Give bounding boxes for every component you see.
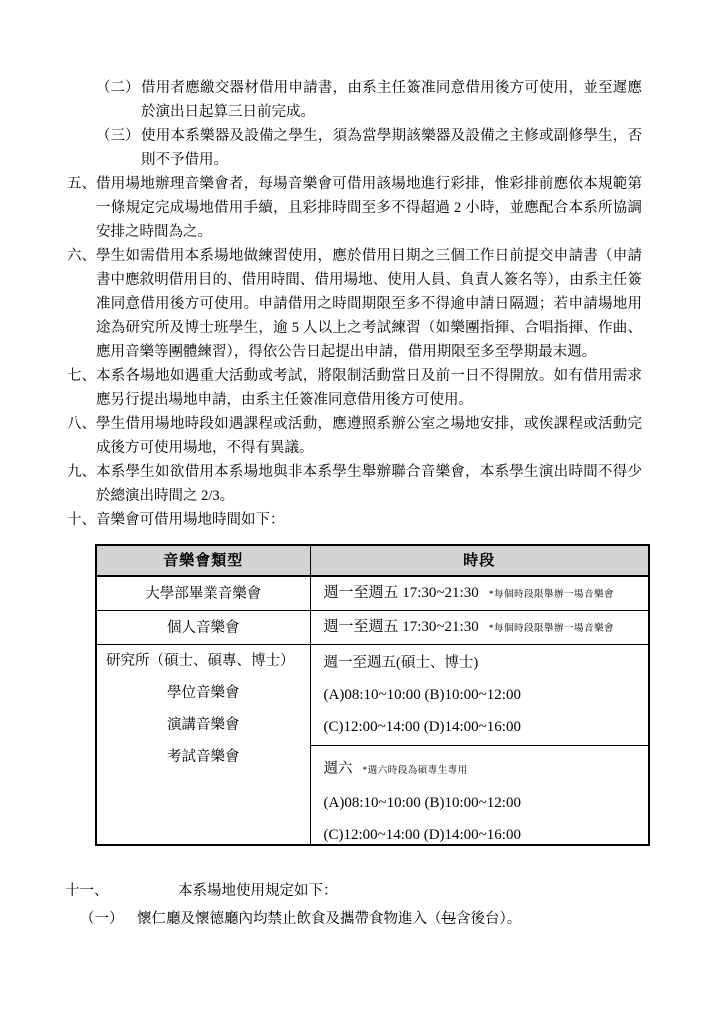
- subitem-text: 使用本系樂器及設備之學生，須為當學期該樂器及設備之主修或副修學生，否則不予借用。: [141, 128, 642, 168]
- item-text: 音樂會可借用場地時間如下：: [96, 512, 285, 528]
- struck-text: 包: [441, 911, 456, 927]
- item-marker: 八、: [67, 416, 96, 432]
- table-header-row: [96, 545, 649, 576]
- saturday-label: 週六: [323, 761, 353, 777]
- list-item-11: [65, 879, 724, 903]
- item-text: 本系各場地如遇重大活動或考試，將限制活動當日及前一日不得開放。如有借用需求應另行提出場地申請，由系主任簽准同意借用後方可使用。: [96, 368, 642, 408]
- subitem-marker: （二）: [96, 80, 140, 96]
- list-item-10: [67, 508, 724, 532]
- weekday-label: 週一至週五(碩士、博士): [323, 655, 479, 671]
- saturday-schedule: [311, 746, 649, 844]
- weekday-slots-cd: (C)12:00~14:00 (D)14:00~16:00: [323, 719, 521, 735]
- graduate-type-cell: [96, 645, 310, 846]
- saturday-note: *週六時段為碩專生專用: [362, 766, 468, 776]
- table-row: [96, 611, 649, 645]
- item-text: 本系場地使用規定如下：: [178, 883, 338, 899]
- item-marker: 十、: [67, 512, 96, 528]
- grad-type-line: 演講音樂會: [167, 717, 240, 733]
- venue-schedule-table: [95, 544, 650, 846]
- slot-note: *每個時段限舉辦一場音樂會: [488, 589, 614, 600]
- header-cell-concert-type: 音樂會類型: [96, 545, 310, 576]
- item-text: 學生借用場地時段如遇課程或活動，應遵照系辦公室之場地安排，或俟課程或活動完成後方可使用場地，不得有異議。: [96, 416, 642, 456]
- item-marker: 六、: [67, 248, 96, 264]
- list-subitem-2: [96, 76, 724, 124]
- time-range: 週一至週五 17:30~21:30: [323, 618, 479, 635]
- item-text: 學生如需借用本系場地做練習使用，應於借用日期之三個工作日前提交申請書（申請書中應敘明借用目的、借用時間、借用場地、使用人員、負責人簽名等），由系主任簽准同意借用後方可使用。申請借用之時間期限至多不得逾申請日隔週；若申請場地用途為研究所及博士班學生，逾 5 人以上之考試練習（如樂團指揮、合唱指揮、作曲、應用音樂等團體練習），得依公告日起提出申請，借用期限至多至學期最末週。: [96, 248, 642, 360]
- item-text: 本系學生如欲借用本系場地與非本系學生舉辦聯合音樂會，本系學生演出時間不得少於總演出時間之 2/3。: [96, 464, 642, 504]
- grad-type-line: 考試音樂會: [167, 749, 240, 765]
- list-item-8: [67, 412, 724, 460]
- time-range: 週一至週五 17:30~21:30: [323, 584, 479, 601]
- subitem-marker: （一）: [80, 911, 124, 927]
- item-text: 借用場地辦理音樂會者，每場音樂會可借用該場地進行彩排，惟彩排前應依本規範第一條規定完成場地借用手續，且彩排時間至多不得超過 2 小時，並應配合本系所協調安排之時間為之。: [96, 176, 642, 240]
- header-cell-time-slot: 時段: [310, 545, 649, 576]
- subitem-text: [137, 907, 521, 931]
- item-marker: 五、: [67, 176, 96, 192]
- item-marker: 九、: [67, 464, 96, 480]
- list-subitem-3: [96, 124, 724, 172]
- subitem-marker: （三）: [96, 128, 140, 144]
- list-item-7: [67, 364, 724, 412]
- list-item-5: [67, 172, 724, 244]
- grad-type-line: 研究所（碩士、碩專、博士）: [106, 653, 295, 669]
- table-row: [96, 576, 649, 611]
- subitem-text: 借用者應繳交器材借用申請書，由系主任簽准同意借用後方可使用，並至遲應於演出日起算三日前完成。: [141, 80, 642, 120]
- table-row-graduate: [96, 645, 649, 846]
- time-slot-cell: [310, 576, 649, 611]
- concert-type-cell: 個人音樂會: [96, 611, 310, 645]
- saturday-label-line: [324, 753, 649, 787]
- list-item-9: [67, 460, 724, 508]
- graduate-schedule-cell: [310, 645, 649, 846]
- weekday-schedule: [311, 645, 649, 746]
- item-marker: 七、: [67, 368, 96, 384]
- slot-note: *每個時段限舉辦一場音樂會: [488, 623, 614, 634]
- text-after-strike: 含後台）。: [456, 911, 522, 927]
- item-marker: 十一、: [65, 883, 109, 899]
- weekday-slots-ab: (A)08:10~10:00 (B)10:00~12:00: [323, 687, 521, 703]
- saturday-slots-cd: (C)12:00~14:00 (D)14:00~16:00: [323, 827, 521, 843]
- list-item-6: [67, 244, 724, 364]
- time-slot-cell: [310, 611, 649, 645]
- concert-type-cell: 大學部畢業音樂會: [96, 576, 310, 611]
- saturday-slots-ab: (A)08:10~10:00 (B)10:00~12:00: [323, 795, 521, 811]
- list-subitem-11-1: [80, 907, 724, 931]
- grad-type-line: 學位音樂會: [167, 685, 240, 701]
- text-before-strike: 懷仁廳及懷德廳內均禁止飲食及攜帶食物進入（: [137, 911, 442, 927]
